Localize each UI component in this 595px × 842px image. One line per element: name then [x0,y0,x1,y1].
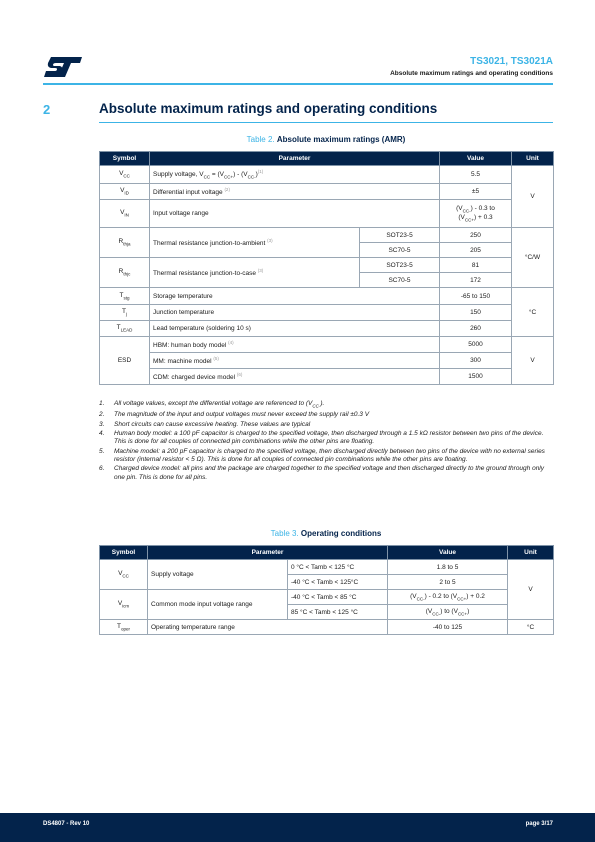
value-cell: 81 [440,258,512,273]
table-row [100,369,554,385]
symbol-cell: $V_{ID}$ [100,184,150,200]
value-cell: -65 to 150 [440,288,512,305]
parameter-cell: Common mode input voltage range [148,590,288,620]
table-row [100,305,554,321]
table-row [100,228,554,243]
unit-cell: V [512,166,554,228]
table-row [100,337,554,353]
unit-cell: V [508,560,554,620]
condition-cell: -40 °C < Tamb < 85 °C [288,590,388,605]
col-parameter: Parameter [148,546,388,560]
parameter-cell: Operating temperature range [148,620,388,635]
unit-cell: °C [508,620,554,635]
unit-cell: V [512,337,554,385]
section-divider [99,122,553,123]
table3-caption-title: Operating conditions [300,529,382,538]
parameter-cell: Differential input voltage $^{(2)}$ [150,184,440,200]
value-cell: 300 [440,353,512,369]
parameter-cell: Thermal resistance junction-to-case $^{(3)}$ [150,258,360,288]
condition-cell: 85 °C < Tamb < 125 °C [288,605,388,620]
parameter-cell: CDM: charged device model $^{(6)}$ [150,369,440,385]
section-number: 2 [43,102,51,117]
value-cell: -40 to 125 [388,620,508,635]
symbol-cell: $T_{stg}$ [100,288,150,305]
table-row [100,200,554,228]
col-value: Value [388,546,508,560]
value-cell: 5.5 [440,166,512,184]
symbol-cell: $T_j$ [100,305,150,321]
parameter-cell: Lead temperature (soldering 10 s) [150,321,440,337]
col-symbol: Symbol [100,152,150,166]
col-value: Value [440,152,512,166]
col-unit: Unit [508,546,554,560]
value-cell: ±5 [440,184,512,200]
value-cell: $(V_{CC-}) - 0.3$ to $(V_{CC+}) + 0.3$ [440,200,512,228]
table-header-row [100,546,554,560]
table-row [100,321,554,337]
footer-page-number: page 3/17 [525,821,553,827]
table-row [100,258,554,273]
symbol-cell: ESD [100,337,150,385]
unit-cell: °C/W [512,228,554,288]
value-cell: $(V_{CC-}) - 0.2$ to $(V_{CC+}) + 0.2$ [388,590,508,605]
parameter-cell: MM: machine model $^{(5)}$ [150,353,440,369]
value-cell: 1500 [440,369,512,385]
table2-caption-title: Absolute maximum ratings (AMR) [276,135,406,144]
symbol-cell: $V_{IN}$ [100,200,150,228]
header-divider [43,83,553,85]
value-cell: 2 to 5 [388,575,508,590]
list-item: 3. Short circuits can cause excessive heating. These values are typical [99,420,311,428]
section-title: Absolute maximum ratings and operating conditions [99,101,438,116]
list-item: 2. The magnitude of the input and output voltages must never exceed the supply rail ±0.3 V [99,411,370,419]
list-item: 1. All voltage values, except the differential voltage are referenced to $(V_{CC-})$. [99,400,325,409]
footer-doc-id: DS4807 - Rev 10 [43,821,90,827]
table-row [100,560,554,575]
value-cell: 260 [440,321,512,337]
symbol-cell: $R_{thjc}$ [100,258,150,288]
value-cell: 172 [440,273,512,288]
condition-cell: -40 °C < Tamb < 125°C [288,575,388,590]
symbol-cell: $V_{icm}$ [100,590,148,620]
table3-caption-label: Table 3. [270,529,299,538]
parameter-cell: Junction temperature [150,305,440,321]
st-logo [43,56,83,78]
table-row [100,353,554,369]
package-cell: SOT23-5 [360,228,440,243]
value-cell: 250 [440,228,512,243]
table-header-row [100,152,554,166]
list-item: 5. Machine model: a 200 pF capacitor is charged to the specified voltage, then discharged directly between two pins of the device with no external series resistor (internal resistor < 5 Ω). This is done for all couples of connected pin combinations while the other pins are floating. [99,447,545,464]
table2-caption [99,135,553,144]
table-row [100,590,554,605]
value-cell: 205 [440,243,512,258]
package-cell: SC70-5 [360,273,440,288]
symbol-cell: $V_{CC}$ [100,166,150,184]
amr-table [99,151,554,385]
col-parameter: Parameter [150,152,440,166]
package-cell: SOT23-5 [360,258,440,273]
parameter-cell: Supply voltage, $V_{CC} = (V_{CC+}) - (V_{CC-})^{(1)}$ [150,166,440,184]
parameter-cell: Supply voltage [148,560,288,590]
table-row [100,184,554,200]
symbol-cell: $T_{LEAD}$ [100,321,150,337]
table-row [100,620,554,635]
header-title: TS3021, TS3021A [470,56,553,67]
col-unit: Unit [512,152,554,166]
symbol-cell: $V_{CC}$ [100,560,148,590]
table2-caption-label: Table 2. [246,135,275,144]
table2-notes [99,400,555,483]
col-symbol: Symbol [100,546,148,560]
parameter-cell: Storage temperature [150,288,440,305]
list-item: 4. Human body model: a 100 pF capacitor is charged to the specified voltage, then discharged through a 1.5 kΩ resistor between two pins of the device. This is done for all couples of connected pin combinations while the other pins are floating. [99,429,544,446]
symbol-cell: $T_{oper}$ [100,620,148,635]
table-row [100,288,554,305]
value-cell: 150 [440,305,512,321]
table-row [100,166,554,184]
parameter-cell: Thermal resistance junction-to-ambient $^{(3)}$ [150,228,360,258]
value-cell: $(V_{CC-})$ to $(V_{CC+})$ [388,605,508,620]
value-cell: 1.8 to 5 [388,560,508,575]
parameter-cell: Input voltage range [150,200,440,228]
parameter-cell: HBM: human body model $^{(4)}$ [150,337,440,353]
operating-conditions-table [99,545,554,635]
condition-cell: 0 °C < Tamb < 125 °C [288,560,388,575]
symbol-cell: $R_{thja}$ [100,228,150,258]
unit-cell: °C [512,288,554,337]
header-subtitle: Absolute maximum ratings and operating conditions [390,70,553,77]
value-cell: 5000 [440,337,512,353]
table3-caption [99,529,553,538]
package-cell: SC70-5 [360,243,440,258]
list-item: 6. Charged device model: all pins and the package are charged together to the specified voltage and then discharged directly to the ground through only one pin. This is done for all pins. [99,465,545,482]
